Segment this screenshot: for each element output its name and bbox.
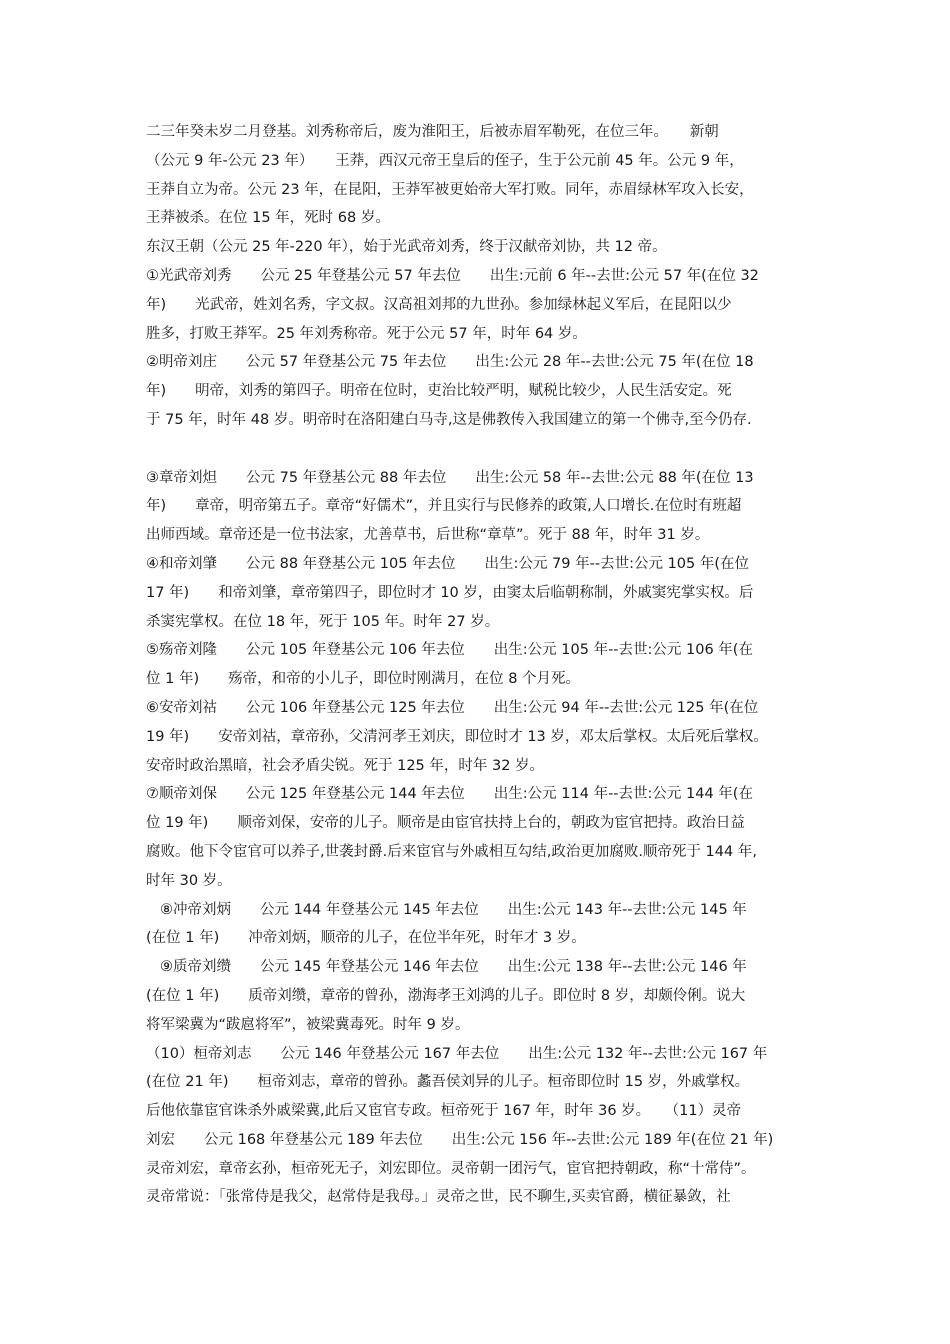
text-line: ②明帝刘庄 公元 57 年登基公元 75 年去位 出生:公元 28 年--去世:公元 75 年(在位 18 <box>146 354 754 371</box>
text-line: ⑦顺帝刘保 公元 125 年登基公元 144 年去位 出生:公元 114 年--去世:公元 144 年(在 <box>146 786 753 803</box>
text-line: 年) 章帝，明帝第五子。章帝“好儒术”，并且实行与民修养的政策,人口增长.在位时有班超 <box>146 498 742 515</box>
text-line: 出师西域。章帝还是一位书法家，尤善草书，后世称“章草”。死于 88 年，时年 31 岁。 <box>146 527 710 544</box>
text-line: （公元 9 年-公元 23 年） 王莽，西汉元帝王皇后的侄子，生于公元前 45 年。公元 9 年， <box>146 152 744 169</box>
text-line: 位 19 年) 顺帝刘保，安帝的儿子。顺帝是由宦官扶持上台的，朝政为宦官把持。政治日益 <box>146 815 745 832</box>
text-line: 17 年) 和帝刘肇，章帝第四子，即位时才 10 岁，由窦太后临朝称制，外戚窦宪掌实权。后 <box>146 584 754 601</box>
text-line: ⑨质帝刘缵 公元 145 年登基公元 146 年去位 出生:公元 138 年--去世:公元 146 年 <box>160 959 747 976</box>
text-line: ③章帝刘炟 公元 75 年登基公元 88 年去位 出生:公元 58 年--去世:公元 88 年(在位 13 <box>146 469 754 486</box>
text-line: ⑤殇帝刘隆 公元 105 年登基公元 106 年去位 出生:公元 105 年--去世:公元 106 年(在 <box>146 642 753 659</box>
text-line: 刘宏 公元 168 年登基公元 189 年去位 出生:公元 156 年--去世:公元 189 年(在位 21 年) <box>146 1131 774 1148</box>
text-line: (在位 1 年) 冲帝刘炳，顺帝的儿子，在位半年死，时年才 3 岁。 <box>146 930 586 947</box>
text-line: 王莽被杀。在位 15 年，死时 68 岁。 <box>146 210 390 227</box>
text-line: 灵帝刘宏，章帝玄孙，桓帝死无子，刘宏即位。灵帝朝一团污气，宦官把持朝政，称“十常侍”。 <box>146 1160 756 1177</box>
text-line: 年) 光武帝，姓刘名秀，字文叔。汉高祖刘邦的九世孙。参加绿林起义军后，在昆阳以少 <box>146 296 732 313</box>
text-line: 安帝时政治黑暗，社会矛盾尖锐。死于 125 年，时年 32 岁。 <box>146 757 545 774</box>
text-line: ①光武帝刘秀 公元 25 年登基公元 57 年去位 出生:元前 6 年--去世:公元 57 年(在位 32 <box>146 267 759 284</box>
blank-line <box>146 435 818 464</box>
text-line: 年) 明帝，刘秀的第四子。明帝在位时，吏治比较严明，赋税比较少，人民生活安定。死 <box>146 383 732 400</box>
text-line: 胜多，打败王莽军。25 年刘秀称帝。死于公元 57 年，时年 64 岁。 <box>146 325 587 342</box>
text-line: (在位 1 年) 质帝刘缵，章帝的曾孙，渤海孝王刘鸿的儿子。即位时 8 岁，却颇伶俐。说大 <box>146 987 746 1004</box>
text-line: 19 年) 安帝刘祜，章帝孙，父清河孝王刘庆，即位时才 13 岁，邓太后掌权。太后死后掌权。 <box>146 728 768 745</box>
text-line: 东汉王朝（公元 25 年-220 年），始于光武帝刘秀，终于汉献帝刘协，共 12 帝。 <box>146 239 667 256</box>
text-line: 时年 30 岁。 <box>146 872 232 889</box>
text-line: (在位 21 年) 桓帝刘志，章帝的曾孙。蠡吾侯刘异的儿子。桓帝即位时 15 岁，外戚掌权。 <box>146 1074 750 1091</box>
text-line: 杀窦宪掌权。在位 18 年，死于 105 年。时年 27 岁。 <box>146 613 500 630</box>
text-line: 将军梁冀为“跋扈将军”，被梁冀毒死。时年 9 岁。 <box>146 1016 470 1033</box>
text-line: ⑥安帝刘祜 公元 106 年登基公元 125 年去位 出生:公元 94 年--去世:公元 125 年(在位 <box>146 699 759 716</box>
text-line: 位 1 年) 殇帝，和帝的小儿子，即位时刚满月，在位 8 个月死。 <box>146 671 581 688</box>
text-line: 于 75 年，时年 48 岁。明帝时在洛阳建白马寺,这是佛教传入我国建立的第一个佛寺,至今仍存. <box>146 411 752 428</box>
text-line: 王莽自立为帝。公元 23 年，在昆阳，王莽军被更始帝大军打败。同年，赤眉绿林军攻入长安， <box>146 181 754 198</box>
text-line: 灵帝常说：「张常侍是我父，赵常侍是我母。」灵帝之世，民不聊生,买卖官爵，横征暴敛，社 <box>146 1189 731 1206</box>
text-line: ⑧冲帝刘炳 公元 144 年登基公元 145 年去位 出生:公元 143 年--去世:公元 145 年 <box>160 901 747 918</box>
text-line: （10）桓帝刘志 公元 146 年登基公元 167 年去位 出生:公元 132 年--去世:公元 167 年 <box>146 1045 768 1062</box>
text-line: 二三年癸未岁二月登基。刘秀称帝后，废为淮阳王，后被赤眉军勒死，在位三年。 新朝 <box>146 124 719 140</box>
text-line: 后他依靠宦官诛杀外戚梁冀,此后又宦官专政。桓帝死于 167 年，时年 36 岁。 （11）灵帝 <box>146 1103 742 1120</box>
body-text <box>146 118 818 1212</box>
text-line: 腐败。他下令宦官可以养子,世袭封爵.后来宦官与外戚相互勾结,政治更加腐败.顺帝死于 144 年, <box>146 843 757 860</box>
text-line: ④和帝刘肇 公元 88 年登基公元 105 年去位 出生:公元 79 年--去世:公元 105 年(在位 <box>146 555 750 572</box>
